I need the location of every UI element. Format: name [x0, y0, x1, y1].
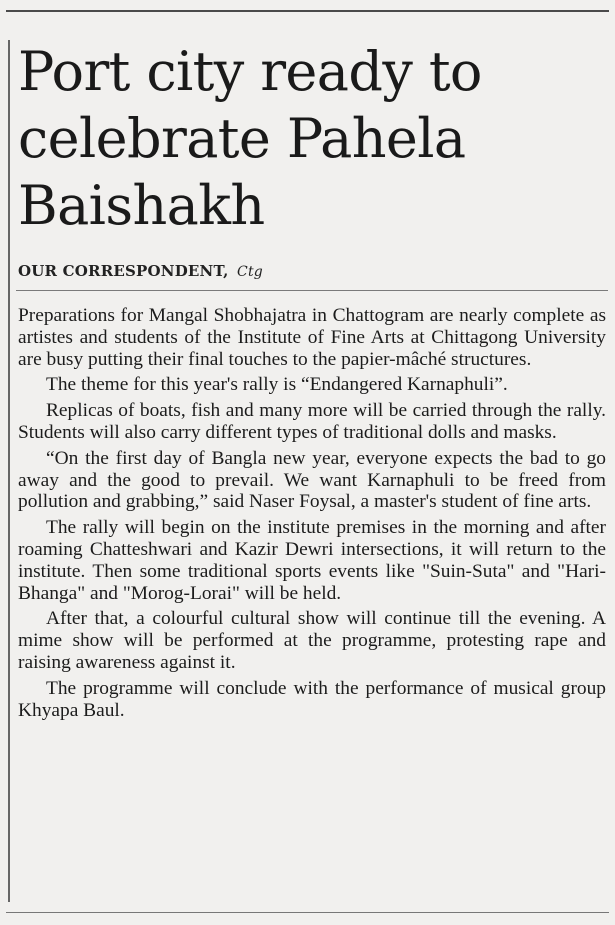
article-paragraph-2: The theme for this year's rally is “Endangered Karnaphuli”. — [46, 374, 508, 396]
article-paragraph-4: “On the first day of Bangla new year, everyone expects the bad to go away and the good to prevail. We want Karnaphuli to be freed from pollution and grabbing,” said Naser Foysal, a master's student of fine arts. — [18, 447, 606, 513]
headline: Port city ready to celebrate Pahela Baishakh — [18, 40, 482, 237]
bottom-rule — [6, 912, 609, 913]
article-body — [18, 305, 606, 725]
article-paragraph-5: The rally will begin on the institute premises in the morning and after roaming Chatteshwari and Kazir Dewri intersections, it will return to the institute. Then some traditional sports events like "Suin-Suta" and "Hari-Bhanga" and "Morog-Lorai" will be held. — [18, 517, 606, 604]
left-column-rule — [8, 40, 10, 902]
article-paragraph-3: Replicas of boats, fish and many more will be carried through the rally. Students will also carry different types of traditional dolls and masks. — [18, 400, 606, 443]
top-rule — [6, 10, 609, 12]
byline-rule — [16, 290, 608, 291]
article-paragraph-7: The programme will conclude with the performance of musical group Khyapa Baul. — [18, 677, 606, 721]
article-paragraph-6: After that, a colourful cultural show will continue till the evening. A mime show will be performed at the programme, protesting rape and raising awareness against it. — [18, 608, 606, 673]
byline-author: OUR CORRESPONDENT, — [18, 262, 229, 280]
byline — [18, 262, 263, 280]
article-paragraph-1: Preparations for Mangal Shobhajatra in Chattogram are nearly complete as artistes and students of the Institute of Fine Arts at Chittagong University are busy putting their final touches to the papier-mâché structures. — [18, 305, 606, 370]
byline-location: Ctg — [237, 264, 263, 280]
